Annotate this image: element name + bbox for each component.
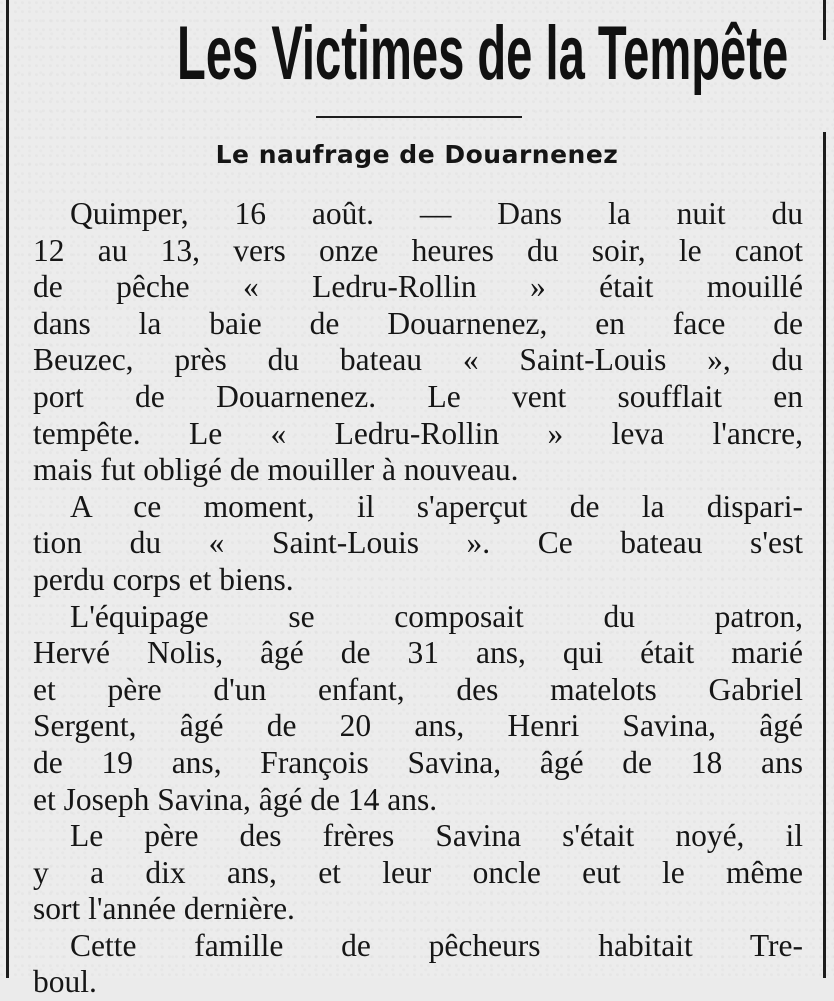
body-line-9: A ce moment, il s'aperçut de la dispari- (70, 488, 803, 524)
body-line-16: de 19 ans, François Savina, âgé de 18 ans (33, 744, 803, 780)
column-rule-left (6, 0, 9, 978)
column-rule-right-top (823, 0, 826, 40)
body-line-14: et père d'un enfant, des matelots Gabriel (33, 671, 803, 707)
body-line-19: y a dix ans, et leur oncle eut le même (33, 854, 803, 890)
body-line-22: boul. (33, 964, 97, 1000)
body-line-20: sort l'année dernière. (33, 891, 295, 927)
body-line-13: Hervé Nolis, âgé de 31 ans, qui était marié (33, 635, 803, 671)
article-body (33, 196, 803, 1001)
body-line-10: tion du « Saint-Louis ». Ce bateau s'est (33, 525, 803, 561)
headline-divider (316, 116, 522, 118)
body-line-12: L'équipage se composait du patron, (70, 598, 803, 634)
headline: Les Victimes de la Tempête (177, 11, 789, 96)
body-line-2: 12 au 13, vers onze heures du soir, le canot (33, 232, 803, 268)
column-rule-right (823, 132, 826, 978)
body-line-11: perdu corps et biens. (33, 561, 294, 597)
body-line-4: dans la baie de Douarnenez, en face de (33, 305, 803, 341)
body-line-5: Beuzec, près du bateau « Saint-Louis », du (33, 342, 803, 378)
body-line-7: tempête. Le « Ledru-Rollin » leva l'ancre, (33, 415, 803, 451)
body-line-21: Cette famille de pêcheurs habitait Tre- (70, 927, 803, 963)
body-line-17: et Joseph Savina, âgé de 14 ans. (33, 781, 438, 817)
body-line-8: mais fut obligé de mouiller à nouveau. (33, 452, 519, 488)
body-line-3: de pêche « Ledru-Rollin » était mouillé (33, 269, 803, 305)
body-line-15: Sergent, âgé de 20 ans, Henri Savina, âgé (33, 708, 803, 744)
body-line-6: port de Douarnenez. Le vent soufflait en (33, 378, 803, 414)
body-line-1: Quimper, 16 août. — Dans la nuit du (70, 196, 803, 231)
subheadline: Le naufrage de Douarnenez (215, 140, 619, 169)
body-line-18: Le père des frères Savina s'était noyé, il (70, 818, 803, 854)
